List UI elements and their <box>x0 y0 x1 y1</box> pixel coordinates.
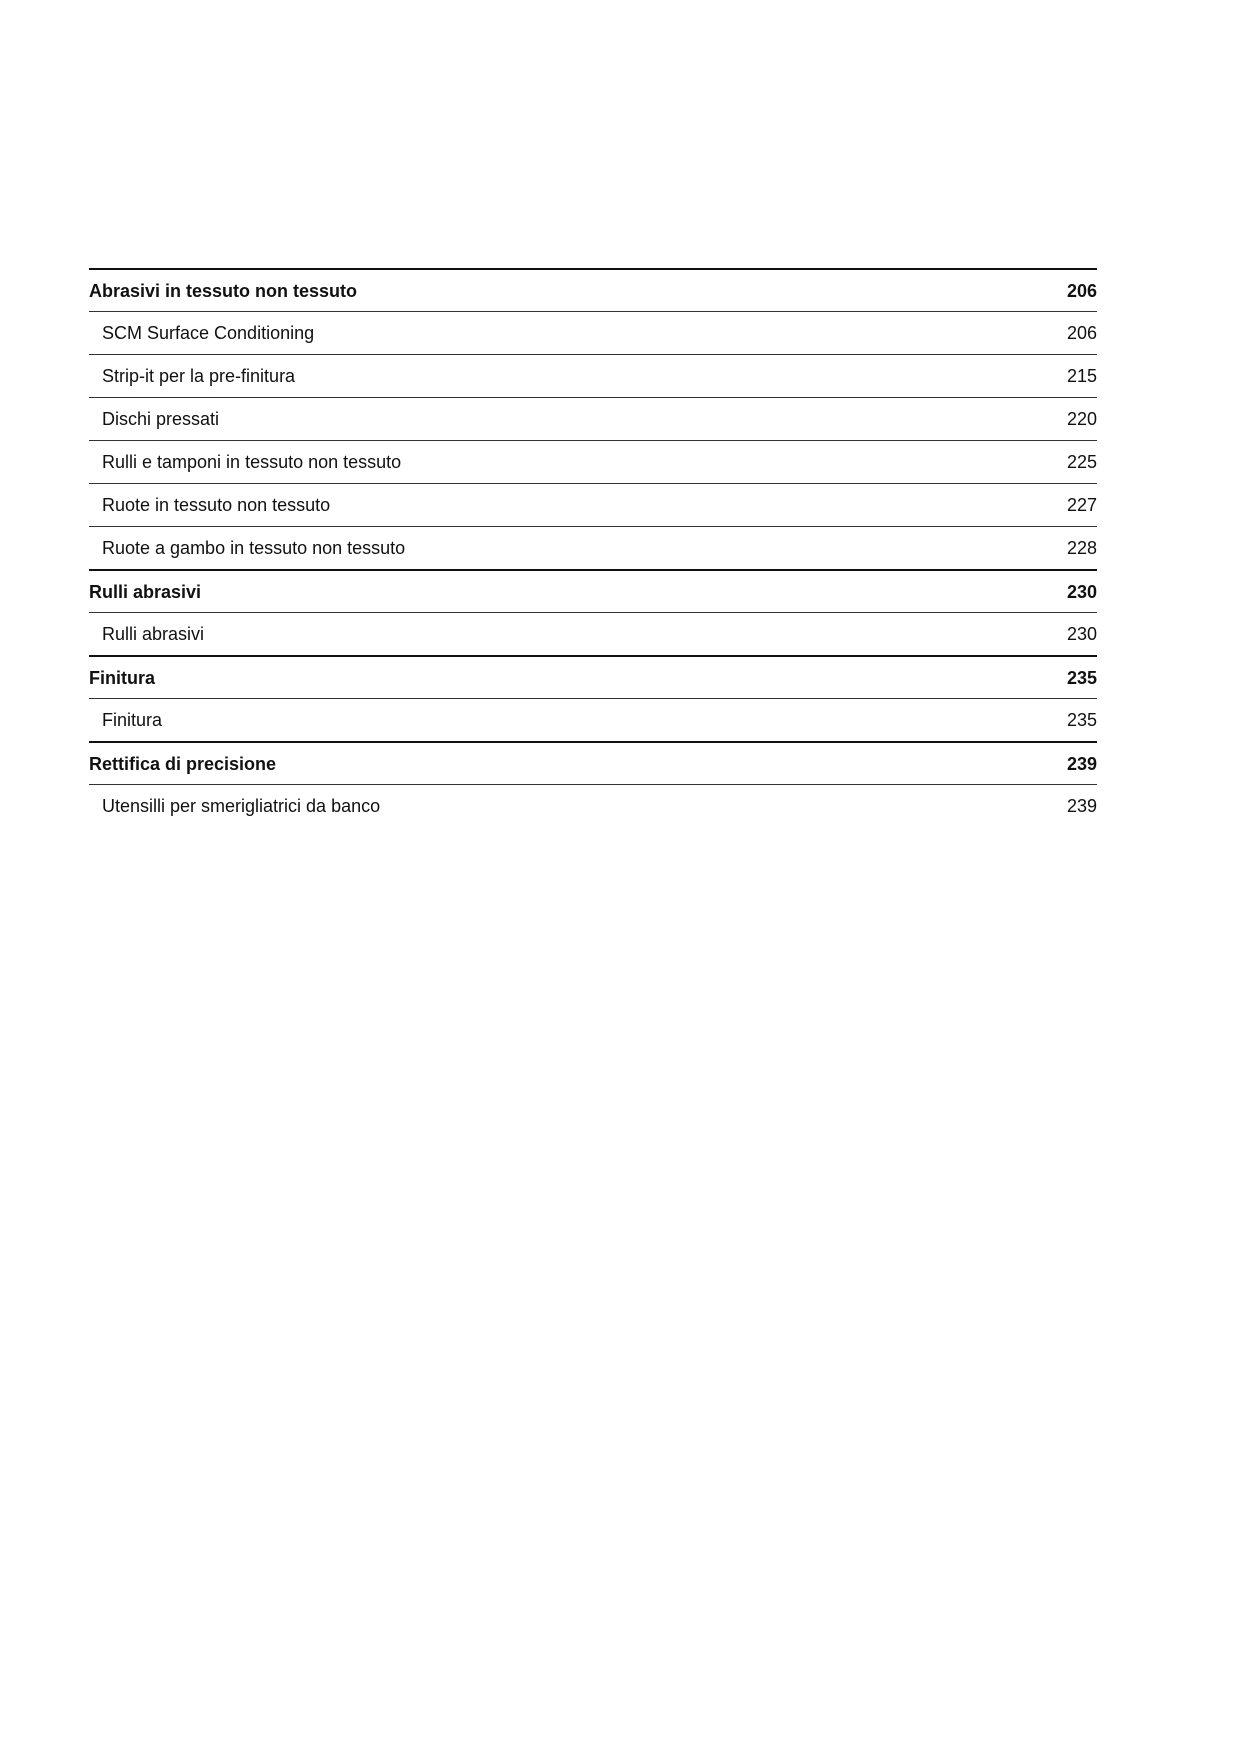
toc-page-number: 239 <box>1066 753 1097 774</box>
toc-entry-row[interactable] <box>89 526 1097 569</box>
toc-section-title: Abrasivi in tessuto non tessuto <box>89 280 358 301</box>
table-of-contents <box>89 268 1097 827</box>
toc-section-row[interactable] <box>89 569 1097 612</box>
toc-page-number: 215 <box>1066 366 1097 386</box>
toc-page-number: 225 <box>1066 452 1097 472</box>
toc-page-number: 230 <box>1066 624 1097 644</box>
toc-page-number: 230 <box>1066 581 1097 602</box>
toc-entry-title: Ruote in tessuto non tessuto <box>102 495 331 515</box>
toc-page-number: 206 <box>1066 280 1097 301</box>
toc-entry-title: Finitura <box>102 710 163 730</box>
toc-entry-row[interactable] <box>89 311 1097 354</box>
toc-page-number: 220 <box>1066 409 1097 429</box>
toc-entry-row[interactable] <box>89 397 1097 440</box>
toc-section-title: Rettifica di precisione <box>89 753 277 774</box>
toc-page-number: 235 <box>1066 667 1097 688</box>
toc-section-row[interactable] <box>89 741 1097 784</box>
toc-entry-row[interactable] <box>89 483 1097 526</box>
toc-entry-title: Rulli e tamponi in tessuto non tessuto <box>102 452 402 472</box>
toc-section-title: Finitura <box>89 667 155 688</box>
toc-entry-title: Strip-it per la pre-finitura <box>102 366 296 386</box>
toc-entry-title: Ruote a gambo in tessuto non tessuto <box>102 538 406 558</box>
toc-entry-row[interactable] <box>89 354 1097 397</box>
toc-entry-title: SCM Surface Conditioning <box>102 323 315 343</box>
toc-entry-row[interactable] <box>89 612 1097 655</box>
toc-page-number: 228 <box>1066 538 1097 558</box>
toc-entry-row[interactable] <box>89 784 1097 827</box>
toc-entry-row[interactable] <box>89 698 1097 741</box>
toc-entry-row[interactable] <box>89 440 1097 483</box>
toc-section-row[interactable] <box>89 268 1097 311</box>
toc-section-row[interactable] <box>89 655 1097 698</box>
toc-section-title: Rulli abrasivi <box>89 581 202 602</box>
toc-entry-title: Utensilli per smerigliatrici da banco <box>102 796 381 816</box>
toc-page-number: 235 <box>1066 710 1097 730</box>
toc-page-number: 206 <box>1066 323 1097 343</box>
toc-page-number: 239 <box>1066 796 1097 816</box>
toc-entry-title: Rulli abrasivi <box>102 624 205 644</box>
toc-page-number: 227 <box>1066 495 1097 515</box>
toc-entry-title: Dischi pressati <box>102 409 220 429</box>
